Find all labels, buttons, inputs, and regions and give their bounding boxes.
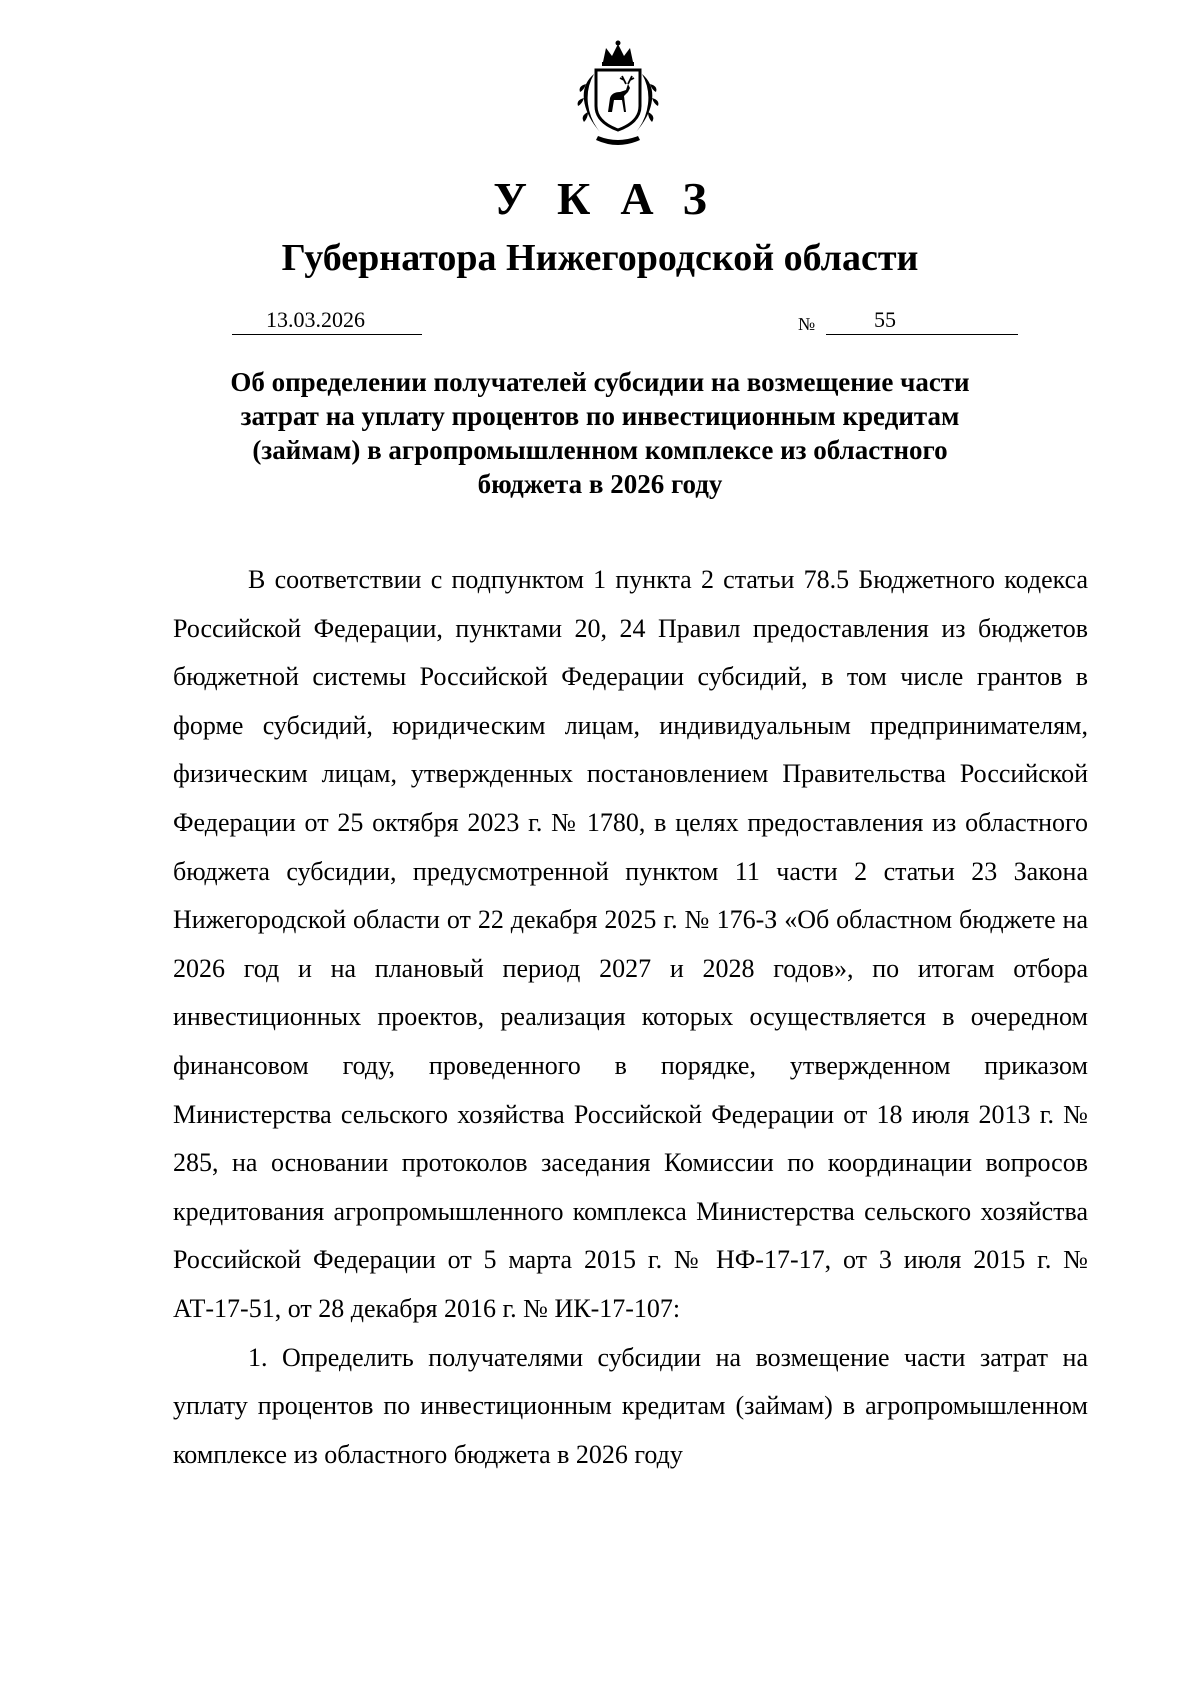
issuer-title: Губернатора Нижегородской области	[281, 237, 919, 279]
item-1-paragraph: 1. Определить получателями субсидии на возмещение части затрат на уплату процентов по инвестиционным кредитам (займам) в агропромышленном комплексе из областного бюджета в 2026 году	[173, 1342, 1088, 1469]
document-type-title: УКАЗ	[493, 173, 737, 224]
document-heading: Об определении получателей субсидии на возмещение части затрат на уплату процентов по инвестиционным кредитам (займам) в агропромышленном комплексе из областного бюджета в 2026 году	[230, 367, 970, 499]
document-date: 13.03.2026	[266, 307, 365, 332]
coat-of-arms-emblem	[568, 40, 668, 150]
document-body	[173, 556, 1088, 1479]
document-number: 55	[874, 307, 896, 332]
date-field	[232, 306, 422, 335]
number-field	[826, 306, 1018, 335]
number-label: №	[798, 314, 816, 334]
preamble-paragraph: В соответствии с подпунктом 1 пункта 2 статьи 78.5 Бюджетного кодекса Российской Федерации, пунктами 20, 24 Правил предоставления из бюджетов бюджетной системы Российской Федерации субсидий, в том числе грантов в форме субсидий, юридическим лицам, индивидуальным предпринимателям, физическим лицам, утвержденных постановлением Правительства Российской Федерации от 25 октября 2023 г. № 1780, в целях предоставления из областного бюджета субсидии, предусмотренной пунктом 11 части 2 статьи 23 Закона Нижегородской области от 22 декабря 2025 г. № 176-З «Об областном бюджете на 2026 год и на плановый период 2027 и 2028 годов», по итогам отбора инвестиционных проектов, реализация которых осуществляется в очередном финансовом году, проведенного в порядке, утвержденном приказом Министерства сельского хозяйства Российской Федерации от 18 июля 2013 г. № 285, на основании протоколов заседания Комиссии по координации вопросов кредитования агропромышленного комплекса Министерства сельского хозяйства Российской Федерации от 5 марта 2015 г. № НФ-17-17, от 3 июля 2015 г. № АТ-17-51, от 28 декабря 2016 г. № ИК-17-107:	[173, 565, 1088, 1323]
